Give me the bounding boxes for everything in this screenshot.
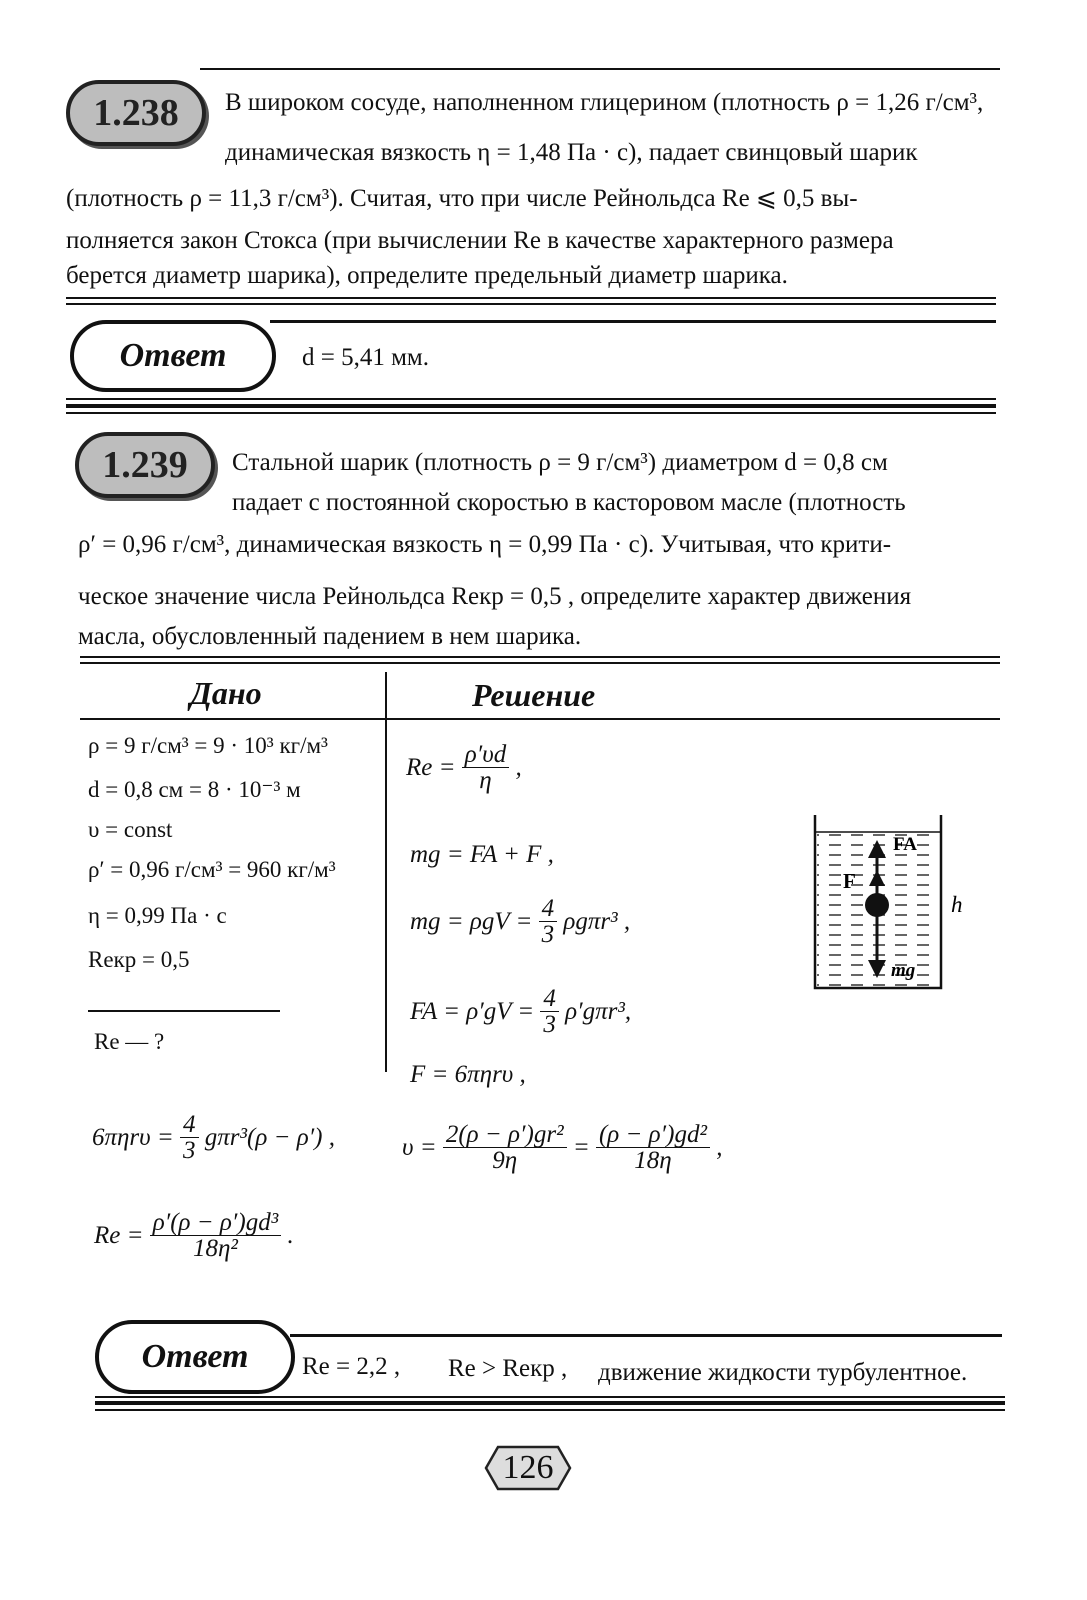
equation-reynolds: Re = $\frac{\rho'\upsilon d}{\eta}$ , <box>406 741 522 794</box>
answer-value: d = 5,41 мм. <box>302 344 429 371</box>
label-f: F <box>843 869 856 893</box>
label-mg: mg <box>891 960 916 981</box>
ball <box>865 893 889 917</box>
label-fa: FA <box>893 834 917 855</box>
problem-number: 1.239 <box>102 444 188 486</box>
problem-text-line: полняется закон Стокса (при вычислении Re в качестве характерного размера <box>66 227 894 254</box>
problem-text-line: ческое значение числа Рейнольдса Reкр = 0,5 , определите характер движения <box>78 583 912 610</box>
vessel-figure <box>805 810 985 995</box>
equation-stokes: F = 6πηrυ , <box>410 1061 526 1088</box>
given-item: ρ = 9 г/см³ = 9 · 10³ кг/м³ <box>88 733 328 758</box>
problem-number: 1.238 <box>93 92 179 134</box>
given-item: Reкр = 0,5 <box>88 947 190 972</box>
problem-text-line: берется диаметр шарика), определите предельный диаметр шарика. <box>66 262 788 289</box>
answer-value: движение жидкости турбулентное. <box>598 1359 968 1386</box>
answer-label: Ответ <box>70 320 276 392</box>
problem-number-badge <box>75 432 215 498</box>
equation-archimedes: FA = ρ′gV = $\frac{4}{3}$ ρ′gπr³, <box>410 985 632 1038</box>
problem-number-badge <box>66 80 206 146</box>
problem-text-line: ρ′ = 0,96 г/см³, динамическая вязкость η = 0,99 Па · с). Учитывая, что крити- <box>78 531 892 558</box>
solution-header: Решение <box>472 677 596 713</box>
problem-text-line: динамическая вязкость η = 1,48 Па · с), падает свинцовый шарик <box>225 139 918 166</box>
problem-text-line: В широком сосуде, наполненном глицерином (плотность ρ = 1,26 г/см³, <box>225 89 984 116</box>
problem-text-line: масла, обусловленный падением в нем шарика. <box>78 623 582 650</box>
answer-value: Re = 2,2 , <box>302 1353 401 1380</box>
equation-force-balance: mg = FA + F , <box>410 841 554 868</box>
answer-label: Ответ <box>95 1320 295 1394</box>
given-item: υ = const <box>88 817 173 842</box>
given-item: η = 0,99 Па · с <box>88 903 227 928</box>
equation-velocity: υ = $\frac{\text{2(ρ − ρ′)gr²}}{9\eta}$ = $\frac{\text{(ρ − ρ′)gd²}}{18\eta}$ , <box>402 1121 723 1174</box>
given-item: d = 0,8 см = 8 · 10⁻³ м <box>88 777 301 802</box>
equation-gravity: mg = ρgV = $\frac{4}{3}$ ρgπr³ , <box>410 895 631 948</box>
equation-balance: 6πηrυ = $\frac{4}{3}$ gπr³(ρ − ρ′) , <box>92 1111 336 1164</box>
find-item: Re — ? <box>94 1029 165 1054</box>
problem-text-line: Стальной шарик (плотность ρ = 9 г/см³) диаметром d = 0,8 см <box>232 449 888 476</box>
page-number: 126 <box>502 1449 554 1486</box>
given-header: Дано <box>190 675 262 711</box>
answer-value: Re > Reкр , <box>448 1355 568 1382</box>
equation-reynolds-final: Re = $\frac{\text{ρ′(ρ − ρ′)gd³}}{\text{18η²}}$ . <box>94 1209 294 1262</box>
problem-text-line: падает с постоянной скоростью в касторовом масле (плотность <box>232 489 906 516</box>
label-h: h <box>951 892 963 917</box>
given-item: ρ′ = 0,96 г/см³ = 960 кг/м³ <box>88 857 336 882</box>
problem-text-line: (плотность ρ = 11,3 г/см³). Считая, что при числе Рейнольдса Re ⩽ 0,5 вы- <box>66 185 858 212</box>
